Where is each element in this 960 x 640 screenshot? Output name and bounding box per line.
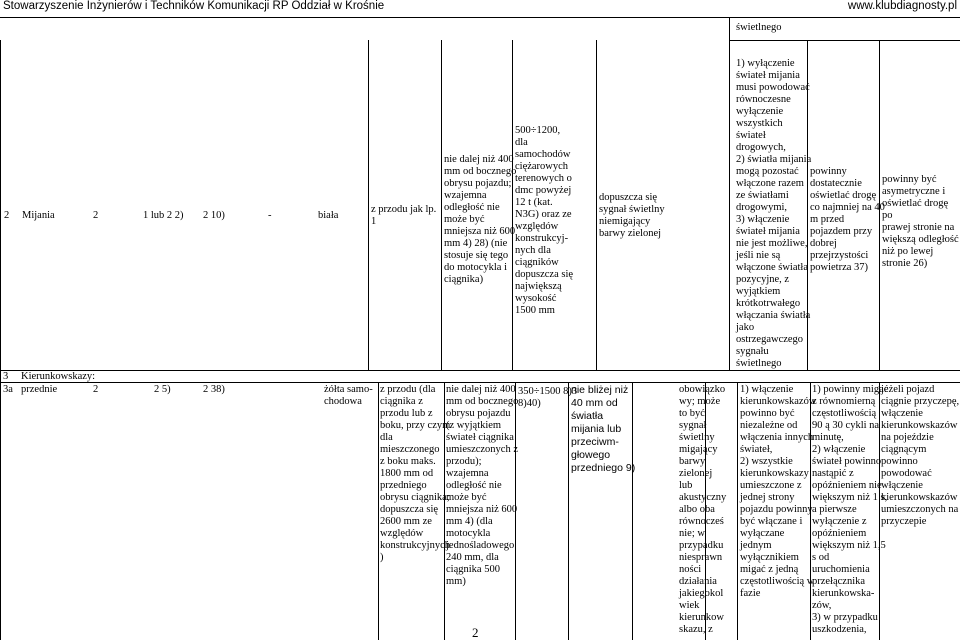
light-count: 2: [93, 210, 99, 221]
table-divider: [729, 40, 730, 370]
control-signal: obowiązko wy; może to być sygnał świetlny migający barwy zielonej lub akustyczny albo oba równocześ nie; w przypadku niesprawn ności działania jakiegokol wiek kierunkow skazu, z: [679, 384, 727, 635]
table-divider: [729, 17, 730, 40]
page-header: [0, 0, 960, 14]
table-divider: [441, 40, 442, 370]
mounting-position: z przodu jak lp. 1: [371, 204, 437, 227]
table-divider: [0, 370, 1, 640]
row-number: 2: [4, 210, 10, 221]
row-number: 3: [3, 371, 9, 382]
light-name: przednie: [21, 384, 58, 395]
distance-requirement: nie bliżej niż 40 mm od światła mijania lub przeciwm- głowego przedniego 9): [571, 384, 636, 474]
mounting-height: 350÷1500 8)3 8)40): [518, 386, 578, 409]
table-divider: [378, 382, 379, 640]
table-divider: [0, 40, 1, 370]
light-color: biała: [318, 210, 339, 221]
table-divider: [568, 382, 569, 640]
beam-requirements: powinny być asymetryczne i oświetlać drogę po prawej stronie na większą odległość niż po lewej stronie 26): [882, 174, 959, 269]
lateral-placement: nie dalej niż 400 mm od bocznego obrysu pojazdu; wzajemna odległość nie może być mniejsza niż 600 mm 4) 28) (nie stosuje się tego do motocykla i ciągnika): [444, 154, 517, 285]
section-title: Kierunkowskazy:: [21, 371, 96, 382]
header-website-link[interactable]: www.klubdiagnosty.pl: [847, 0, 957, 12]
row-number: 3a: [3, 384, 13, 395]
table-divider: [0, 382, 960, 383]
table-divider: [0, 17, 960, 18]
table-divider: [596, 40, 597, 370]
control-signal: dopuszcza się sygnał świetlny niemigający barwy zielonej: [599, 192, 665, 239]
lateral-placement: nie dalej niż 400 mm od bocznego obrysu pojazdu (z wyjątkiem świateł ciągnika umieszczonych z przodu); wzajemna odległość nie może być mniejsza niż 600 mm 4) (dla motocykla jednośladowego 240 mm, dla ciągnika 500 mm): [446, 384, 519, 587]
page-number: 2: [472, 625, 479, 640]
light-color: żółta samo- chodowa: [324, 384, 373, 407]
mounting-position: z przodu (dla ciągnika z przodu lub z boku, przy czym dla mieszczonego z boku maks. 1800 mm od przedniego obrysu ciągnika; dopuszcza się 2600 mm ze względów konstrukcyjnych ): [380, 384, 451, 563]
switching-requirements: 1) włączenie kierunkowskazów powinno być niezależne od włączenia innych świateł, 2) wszystkie kierunkowskazy umieszczone z jednej strony pojazdu powinny być włączane i wyłączane jednym wyłącznikiem migać z jedną częstotliwością w fazie: [740, 384, 817, 599]
table-divider: [737, 382, 738, 640]
lighting-requirements: powinny dostatecznie oświetlać drogę co najmniej na 40 m przed pojazdem przy dobrej przejrzystości powietrza 37): [810, 166, 885, 273]
table-divider: [368, 40, 369, 370]
table-divider: [0, 370, 960, 371]
column-6-value: -: [268, 210, 272, 221]
emission-count: 1 lub 2 2): [143, 210, 184, 221]
table-divider: [729, 40, 960, 41]
column-5-value: 2 10): [203, 210, 225, 221]
switching-requirements: 1) wyłączenie świateł mijania musi powodować równoczesne wyłączenie wszystkich świateł drogowych, 2) światła mijania mogą pozostać włączone razem ze światłami drogowymi, 3) włączenie świateł mijania nie jest możliwe, jeśli nie są włączone światła pozycyjne, z wyjątkiem krótkotrwałego włączania światła jako ostrzegawczego sygnału świetlnego: [736, 58, 812, 369]
trailer-requirements: jeżeli pojazd ciągnie przyczepę, włączenie kierunkowskazów na pojeździe ciągnącym powinno powodować włączenie kierunkowskazów umieszczonych na przyczepie: [881, 384, 960, 527]
header-organization: Stowarzyszenie Inżynierów i Techników Komunikacji RP Oddział w Krośnie: [3, 0, 385, 12]
light-name: Mijania: [22, 210, 55, 221]
emission-count: 2 5): [154, 384, 171, 395]
continuation-cell: świetlnego: [736, 22, 782, 33]
column-5-value: 2 38): [203, 384, 225, 395]
mounting-height: 500÷1200, dla samochodów ciężarowych terenowych o dmc powyżej 12 t (kat. N3G) oraz ze względów konstrukcyj- nych dla ciągników dopuszcza się największą wysokość 1500 mm: [515, 125, 574, 316]
light-count: 2: [93, 384, 99, 395]
flashing-requirements: 1) powinny migać z równomierną częstotliwością 90 ą 30 cykli na minutę, 2) włączenie świateł powinno nastąpić z opóźnieniem nie większym niż 1 s, a pierwsze wyłączenie z opóźnieniem większym niż 1,5 s od uruchomienia przełącznika kierunkowska- zów, 3) w przypadku uszkodzenia,: [812, 384, 889, 635]
